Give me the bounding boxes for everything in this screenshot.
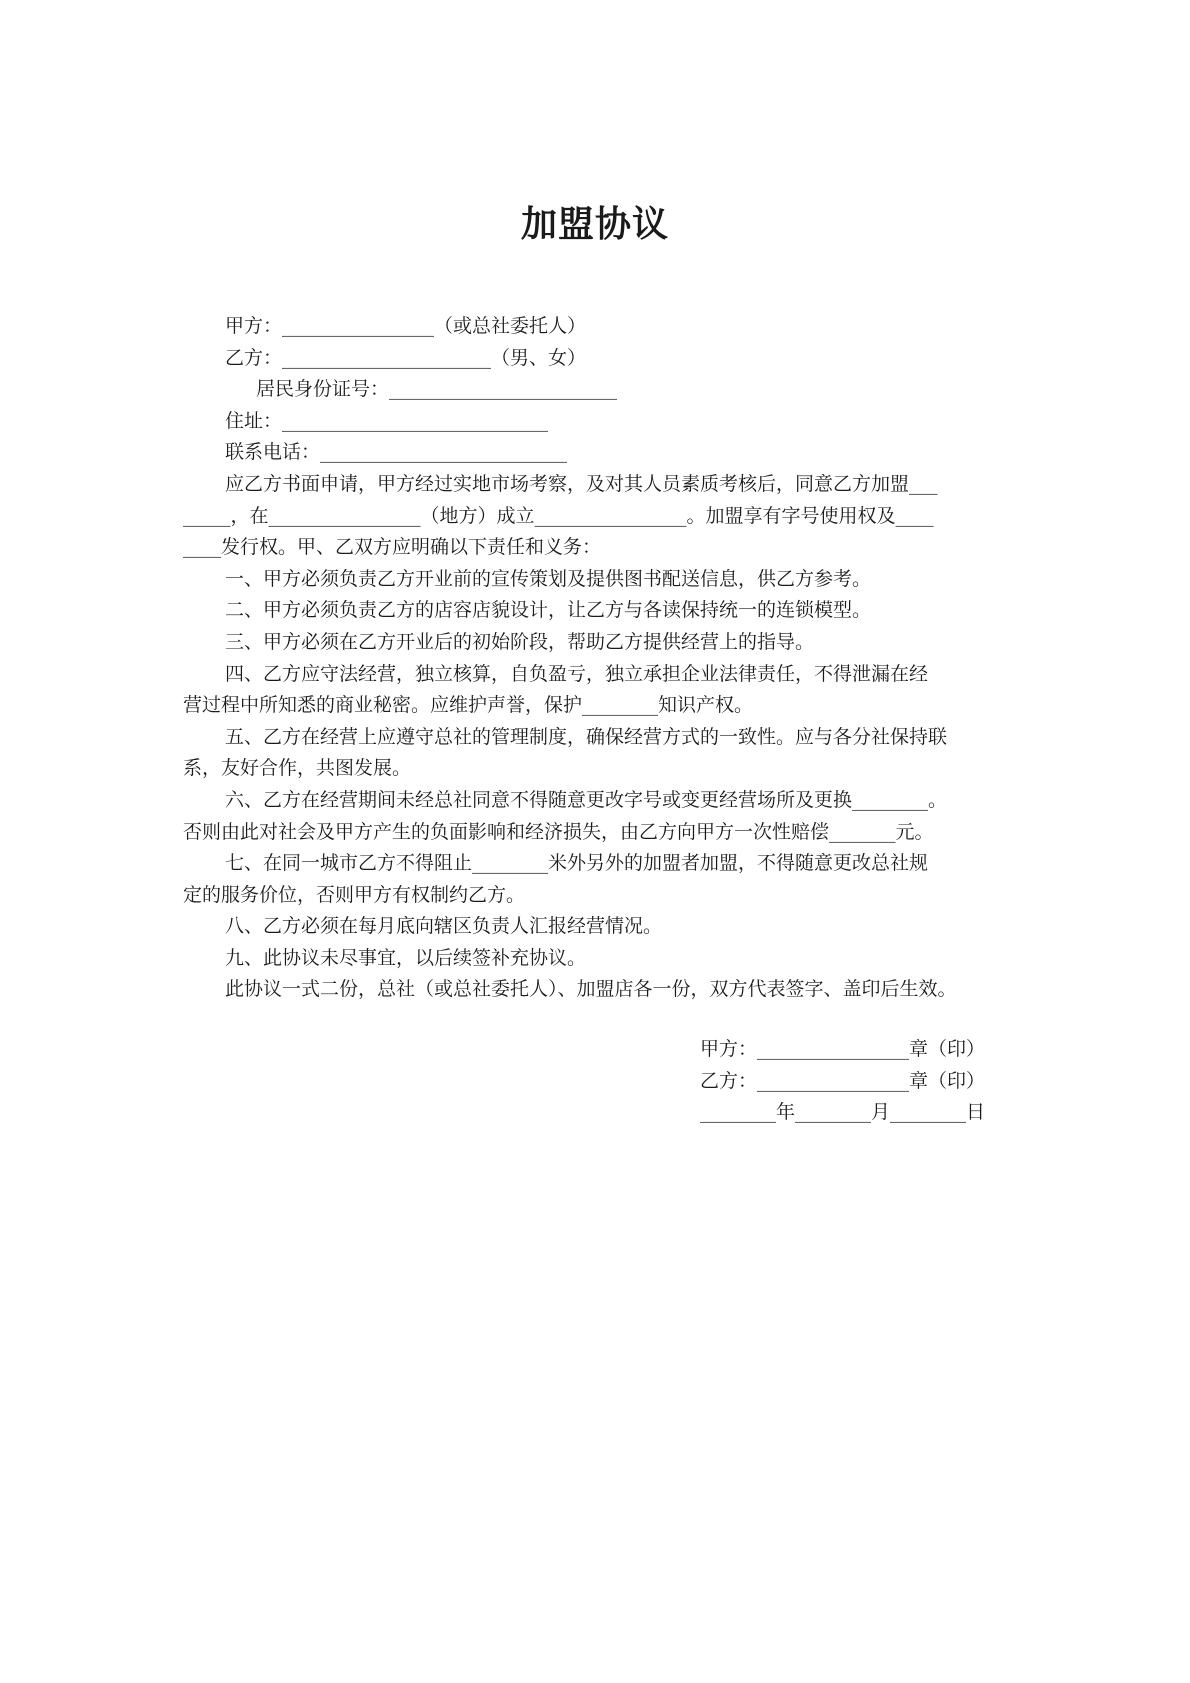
clause-9: 九、此协议未尽事宜，以后续签补充协议。	[225, 946, 587, 969]
clause-8: 八、乙方必须在每月底向辖区负责人汇报经营情况。	[225, 915, 663, 938]
clause-5-line-2: 系，友好合作，共图发展。	[183, 757, 412, 780]
party-b-line: 乙方：______________________（男、女）	[225, 346, 587, 369]
clause-7-line-1: 七、在同一城市乙方不得阻止________米外另外的加盟者加盟，不得随意更改总社规	[225, 852, 929, 875]
closing-statement: 此协议一式二份，总社（或总社委托人）、加盟店各一份，双方代表签字、盖印后生效。	[225, 978, 957, 1001]
preamble-line-1: 应乙方书面申请，甲方经过实地市场考察，及对其人员素质考核后，同意乙方加盟___	[225, 472, 938, 495]
party-a-line: 甲方：________________（或总社委托人）	[225, 315, 587, 337]
clause-2: 二、甲方必须负责乙方的店容店貌设计，让乙方与各读保持统一的连锁模型。	[225, 599, 872, 622]
preamble-line-2: _____，在________________（地方）成立________________。加盟享有字号使用权及____	[183, 504, 934, 527]
signature-date: ________年________月________日	[700, 1101, 986, 1124]
clause-6-line-2: 否则由此对社会及甲方产生的负面影响和经济损失，由乙方向甲方一次性赔偿_______元。	[183, 820, 934, 843]
clause-6-line-1: 六、乙方在经营期间未经总社同意不得随意更改字号或变更经营场所及更换________。	[225, 788, 948, 811]
clause-7-line-2: 定的服务价位，否则甲方有权制约乙方。	[183, 883, 526, 906]
clause-5-line-1: 五、乙方在经营上应遵守总社的管理制度，确保经营方式的一致性。应与各分社保持联	[225, 725, 948, 748]
id-number-line: 居民身份证号：________________________	[256, 378, 618, 401]
agreement-body	[183, 311, 1043, 1006]
preamble-line-3: ____发行权。甲、乙双方应明确以下责任和义务：	[183, 536, 602, 559]
address-line: 住址：____________________________	[225, 409, 549, 432]
phone-line: 联系电话：__________________________	[225, 441, 568, 464]
signature-party-a: 甲方：________________章（印）	[700, 1038, 986, 1060]
clause-1: 一、甲方必须负责乙方开业前的宣传策划及提供图书配送信息，供乙方参考。	[225, 567, 872, 590]
signature-block	[700, 1034, 1040, 1129]
clause-4-line-1: 四、乙方应守法经营，独立核算，自负盈亏，独立承担企业法律责任，不得泄漏在经	[225, 662, 929, 685]
signature-party-b: 乙方：________________章（印）	[700, 1069, 986, 1092]
document-title: 加盟协议	[520, 203, 669, 245]
clause-3: 三、甲方必须在乙方开业后的初始阶段，帮助乙方提供经营上的指导。	[225, 630, 815, 653]
clause-4-line-2: 营过程中所知悉的商业秘密。应维护声誉，保护________知识产权。	[183, 694, 754, 717]
